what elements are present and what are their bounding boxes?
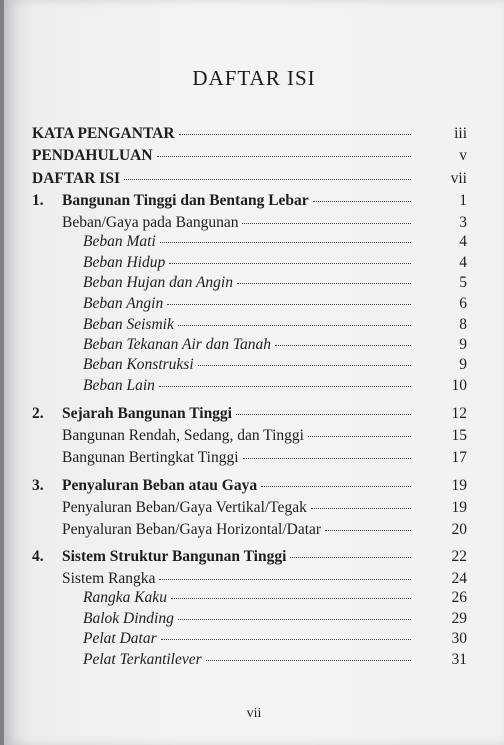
toc-entry[interactable] [83,630,417,652]
toc-entry-title: Rangka Kaku [83,589,167,606]
toc-entry[interactable] [62,521,417,543]
toc-page-number: 30 [451,630,467,647]
book-page [4,0,504,745]
toc-entry-title: Beban Hujan dan Angin [83,274,233,291]
toc-page-number: 20 [451,521,467,538]
toc-page-number: 9 [459,336,467,353]
toc-entry[interactable] [83,336,417,358]
dot-leader [159,579,411,580]
toc-entry-title: Beban Angin [83,295,164,312]
toc-page-number: 22 [451,548,467,565]
toc-entry[interactable] [62,499,417,521]
toc-entry-title: Beban Mati [83,233,156,250]
toc-page-number: 8 [459,316,467,333]
dot-leader [243,458,411,459]
toc-entry[interactable] [32,170,417,192]
toc-entry-title: PENDAHULUAN [32,147,153,164]
toc-page-number: 4 [459,233,467,250]
toc-page-number: 3 [459,214,467,231]
dot-leader [124,179,411,180]
toc-entry-title: DAFTAR ISI [32,170,120,187]
toc-page-number: 31 [451,651,467,668]
dot-leader [206,660,411,661]
toc-entry-title: Bangunan Tinggi dan Bentang Lebar [62,192,309,209]
toc-chapter[interactable] [32,548,417,570]
toc-entry[interactable] [83,233,417,255]
dot-leader [325,530,411,531]
toc-entry-title: Beban Konstruksi [83,356,194,373]
chapter-number: 3. [32,477,44,494]
toc-page-number: 10 [451,377,467,394]
toc-entry-title: Penyaluran Beban/Gaya Horizontal/Datar [62,521,322,538]
dot-leader [157,156,411,157]
toc-entry[interactable] [62,449,417,471]
toc-page-number: 29 [451,610,467,627]
dot-leader [179,134,411,135]
chapter-number: 2. [32,405,44,422]
toc-entry-title: KATA PENGANTAR [32,125,175,142]
dot-leader [275,345,411,346]
footer-page-number: vii [246,706,262,721]
dot-leader [161,639,411,640]
toc-entry-title: Beban Tekanan Air dan Tanah [83,336,272,353]
chapter-number: 1. [32,192,44,209]
toc-chapter[interactable] [32,192,417,214]
dot-leader [171,598,411,599]
toc-entry-title: Penyaluran Beban/Gaya Vertikal/Tegak [62,499,307,516]
toc-page-number: 5 [459,274,467,291]
dot-leader [237,283,411,284]
toc-entry[interactable] [62,427,417,449]
toc-page-number: 1 [459,192,467,209]
toc-entry-title: Beban/Gaya pada Bangunan [62,214,239,231]
toc-page-number: 15 [451,427,467,444]
toc-chapter[interactable] [32,405,417,427]
toc-page-number: 19 [451,477,467,494]
toc-entry[interactable] [83,356,417,378]
dot-leader [313,201,411,202]
dot-leader [160,242,411,243]
toc-entry[interactable] [83,295,417,317]
toc-entry-title: Pelat Terkantilever [83,651,202,668]
dot-leader [198,365,411,366]
toc-page-number: 24 [451,570,467,587]
toc-chapter[interactable] [32,477,417,499]
toc-page-number: 9 [459,356,467,373]
toc-entry[interactable] [83,316,417,338]
toc-entry-title: Penyaluran Beban atau Gaya [62,477,258,494]
toc-entry-title: Beban Seismik [83,316,174,333]
toc-entry[interactable] [32,125,417,147]
dot-leader [290,557,411,558]
toc-page-number: 19 [451,499,467,516]
page-title: DAFTAR ISI [192,66,316,90]
toc-entry-title: Sejarah Bangunan Tinggi [62,405,232,422]
dot-leader [178,325,411,326]
toc-page-number: iii [454,125,467,142]
chapter-number: 4. [32,548,44,565]
toc-entry[interactable] [83,589,417,611]
table-of-contents [4,0,504,745]
toc-page-number: 12 [451,405,467,422]
toc-entry-title: Beban Hidup [83,254,166,271]
toc-entry[interactable] [83,274,417,296]
dot-leader [178,619,411,620]
dot-leader [169,263,411,264]
toc-entry-title: Beban Lain [83,377,155,394]
toc-entry-title: Bangunan Bertingkat Tinggi [62,449,239,466]
toc-page-number: vii [450,170,467,187]
toc-entry[interactable] [83,651,417,673]
toc-page-number: v [459,147,467,164]
dot-leader [236,414,411,415]
toc-page-number: 26 [451,589,467,606]
toc-entry[interactable] [83,254,417,276]
toc-entry[interactable] [32,147,417,169]
dot-leader [167,304,411,305]
toc-page-number: 17 [451,449,467,466]
toc-entry-title: Sistem Struktur Bangunan Tinggi [62,548,287,565]
toc-entry-title: Pelat Datar [83,630,157,647]
toc-entry[interactable] [83,377,417,399]
dot-leader [242,223,411,224]
dot-leader [261,486,411,487]
toc-entry-title: Sistem Rangka [62,570,156,587]
toc-page-number: 4 [459,254,467,271]
dot-leader [308,436,411,437]
dot-leader [159,386,411,387]
dot-leader [311,508,411,509]
toc-entry-title: Balok Dinding [83,610,174,627]
toc-page-number: 6 [459,295,467,312]
toc-entry-title: Bangunan Rendah, Sedang, dan Tinggi [62,427,304,444]
toc-entry[interactable] [83,610,417,632]
